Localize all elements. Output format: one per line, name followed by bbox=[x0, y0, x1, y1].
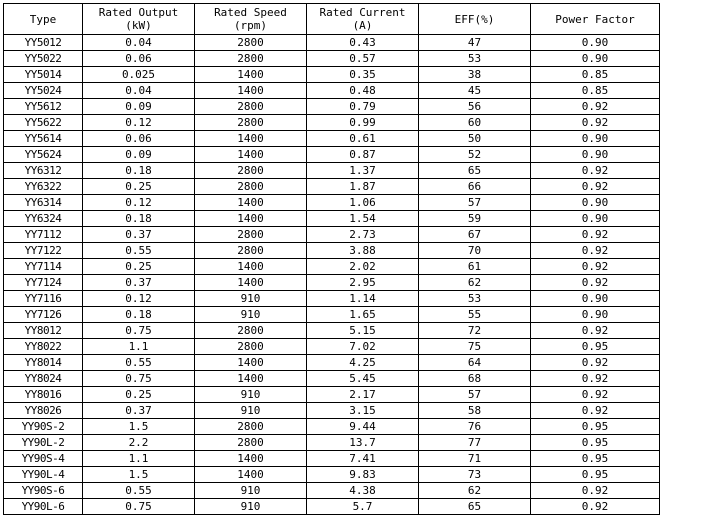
cell-power-factor: 0.90 bbox=[531, 195, 660, 211]
cell-eff: 58 bbox=[419, 403, 531, 419]
cell-rated-output: 0.25 bbox=[83, 259, 195, 275]
cell-rated-speed: 1400 bbox=[195, 371, 307, 387]
cell-type: YY7122 bbox=[4, 243, 83, 259]
cell-rated-output: 0.04 bbox=[83, 83, 195, 99]
cell-rated-output: 0.12 bbox=[83, 195, 195, 211]
cell-rated-current: 2.95 bbox=[307, 275, 419, 291]
cell-rated-current: 0.79 bbox=[307, 99, 419, 115]
cell-power-factor: 0.90 bbox=[531, 147, 660, 163]
cell-power-factor: 0.90 bbox=[531, 291, 660, 307]
column-header-label: Rated Output bbox=[98, 6, 179, 19]
cell-rated-current: 0.35 bbox=[307, 67, 419, 83]
column-header-label: Power Factor bbox=[555, 12, 635, 26]
table-row bbox=[4, 403, 660, 419]
cell-power-factor: 0.90 bbox=[531, 131, 660, 147]
table-body bbox=[4, 35, 660, 515]
cell-rated-output: 1.1 bbox=[83, 451, 195, 467]
cell-type: YY5012 bbox=[4, 35, 83, 51]
cell-rated-speed: 1400 bbox=[195, 467, 307, 483]
cell-rated-output: 0.25 bbox=[83, 387, 195, 403]
cell-rated-output: 0.55 bbox=[83, 243, 195, 259]
cell-eff: 53 bbox=[419, 291, 531, 307]
cell-rated-output: 0.55 bbox=[83, 355, 195, 371]
cell-power-factor: 0.90 bbox=[531, 307, 660, 323]
cell-type: YY5624 bbox=[4, 147, 83, 163]
cell-rated-output: 0.025 bbox=[83, 67, 195, 83]
cell-rated-speed: 1400 bbox=[195, 259, 307, 275]
cell-rated-speed: 1400 bbox=[195, 147, 307, 163]
table-row bbox=[4, 467, 660, 483]
cell-power-factor: 0.92 bbox=[531, 275, 660, 291]
cell-rated-speed: 910 bbox=[195, 307, 307, 323]
cell-rated-current: 0.99 bbox=[307, 115, 419, 131]
column-header-unit: (rpm) bbox=[233, 19, 268, 32]
cell-type: YY7116 bbox=[4, 291, 83, 307]
cell-eff: 38 bbox=[419, 67, 531, 83]
table-row bbox=[4, 307, 660, 323]
cell-rated-output: 0.37 bbox=[83, 403, 195, 419]
table-row bbox=[4, 147, 660, 163]
cell-type: YY8014 bbox=[4, 355, 83, 371]
cell-eff: 71 bbox=[419, 451, 531, 467]
cell-power-factor: 0.92 bbox=[531, 387, 660, 403]
cell-rated-speed: 910 bbox=[195, 499, 307, 515]
cell-type: YY5014 bbox=[4, 67, 83, 83]
cell-rated-current: 1.87 bbox=[307, 179, 419, 195]
table-row bbox=[4, 35, 660, 51]
cell-rated-output: 0.25 bbox=[83, 179, 195, 195]
column-header-unit: (kW) bbox=[125, 19, 152, 32]
cell-power-factor: 0.92 bbox=[531, 323, 660, 339]
cell-rated-current: 4.38 bbox=[307, 483, 419, 499]
column-header-unit: (A) bbox=[352, 19, 373, 32]
cell-rated-output: 2.2 bbox=[83, 435, 195, 451]
cell-type: YY90S-4 bbox=[4, 451, 83, 467]
table-row bbox=[4, 211, 660, 227]
cell-rated-output: 0.55 bbox=[83, 483, 195, 499]
cell-type: YY7112 bbox=[4, 227, 83, 243]
cell-eff: 57 bbox=[419, 387, 531, 403]
cell-power-factor: 0.92 bbox=[531, 179, 660, 195]
cell-rated-speed: 2800 bbox=[195, 339, 307, 355]
cell-eff: 72 bbox=[419, 323, 531, 339]
column-header-label: Type bbox=[29, 12, 57, 26]
cell-rated-output: 0.37 bbox=[83, 275, 195, 291]
cell-power-factor: 0.92 bbox=[531, 243, 660, 259]
cell-power-factor: 0.85 bbox=[531, 83, 660, 99]
cell-rated-speed: 910 bbox=[195, 387, 307, 403]
cell-type: YY90L-6 bbox=[4, 499, 83, 515]
cell-rated-output: 0.75 bbox=[83, 371, 195, 387]
cell-rated-speed: 1400 bbox=[195, 67, 307, 83]
cell-rated-speed: 2800 bbox=[195, 323, 307, 339]
cell-rated-output: 0.75 bbox=[83, 323, 195, 339]
table-row bbox=[4, 179, 660, 195]
cell-eff: 65 bbox=[419, 163, 531, 179]
cell-power-factor: 0.95 bbox=[531, 419, 660, 435]
cell-rated-output: 0.12 bbox=[83, 115, 195, 131]
cell-type: YY6314 bbox=[4, 195, 83, 211]
cell-rated-output: 0.75 bbox=[83, 499, 195, 515]
cell-type: YY7126 bbox=[4, 307, 83, 323]
cell-rated-current: 1.14 bbox=[307, 291, 419, 307]
column-header-eff bbox=[419, 4, 531, 35]
cell-rated-current: 5.15 bbox=[307, 323, 419, 339]
cell-type: YY8026 bbox=[4, 403, 83, 419]
cell-power-factor: 0.92 bbox=[531, 115, 660, 131]
cell-rated-current: 2.73 bbox=[307, 227, 419, 243]
cell-power-factor: 0.92 bbox=[531, 483, 660, 499]
cell-rated-output: 0.18 bbox=[83, 163, 195, 179]
cell-rated-speed: 1400 bbox=[195, 451, 307, 467]
cell-eff: 77 bbox=[419, 435, 531, 451]
cell-type: YY6322 bbox=[4, 179, 83, 195]
cell-power-factor: 0.92 bbox=[531, 499, 660, 515]
column-header-rated-current bbox=[307, 4, 419, 35]
cell-rated-speed: 1400 bbox=[195, 355, 307, 371]
cell-rated-current: 5.7 bbox=[307, 499, 419, 515]
cell-eff: 45 bbox=[419, 83, 531, 99]
cell-eff: 75 bbox=[419, 339, 531, 355]
table-row bbox=[4, 483, 660, 499]
table-row bbox=[4, 339, 660, 355]
cell-rated-speed: 910 bbox=[195, 483, 307, 499]
cell-eff: 73 bbox=[419, 467, 531, 483]
cell-eff: 47 bbox=[419, 35, 531, 51]
cell-rated-current: 2.02 bbox=[307, 259, 419, 275]
cell-power-factor: 0.90 bbox=[531, 35, 660, 51]
cell-rated-current: 7.41 bbox=[307, 451, 419, 467]
cell-power-factor: 0.92 bbox=[531, 259, 660, 275]
cell-rated-speed: 2800 bbox=[195, 35, 307, 51]
cell-type: YY90L-2 bbox=[4, 435, 83, 451]
cell-rated-output: 0.18 bbox=[83, 211, 195, 227]
header-row bbox=[4, 4, 660, 35]
cell-rated-current: 5.45 bbox=[307, 371, 419, 387]
cell-type: YY5614 bbox=[4, 131, 83, 147]
cell-type: YY8022 bbox=[4, 339, 83, 355]
table-row bbox=[4, 323, 660, 339]
cell-eff: 67 bbox=[419, 227, 531, 243]
cell-eff: 62 bbox=[419, 483, 531, 499]
cell-rated-output: 0.04 bbox=[83, 35, 195, 51]
cell-rated-speed: 2800 bbox=[195, 99, 307, 115]
cell-power-factor: 0.95 bbox=[531, 467, 660, 483]
column-header-label: EFF(%) bbox=[454, 12, 495, 26]
table-row bbox=[4, 419, 660, 435]
cell-eff: 57 bbox=[419, 195, 531, 211]
table-row bbox=[4, 451, 660, 467]
cell-rated-current: 9.44 bbox=[307, 419, 419, 435]
cell-type: YY7114 bbox=[4, 259, 83, 275]
cell-type: YY5612 bbox=[4, 99, 83, 115]
cell-rated-current: 9.83 bbox=[307, 467, 419, 483]
table-row bbox=[4, 99, 660, 115]
cell-rated-output: 1.5 bbox=[83, 467, 195, 483]
cell-type: YY6324 bbox=[4, 211, 83, 227]
table-row bbox=[4, 499, 660, 515]
cell-rated-speed: 2800 bbox=[195, 419, 307, 435]
cell-rated-speed: 2800 bbox=[195, 227, 307, 243]
cell-power-factor: 0.95 bbox=[531, 451, 660, 467]
cell-rated-output: 0.06 bbox=[83, 51, 195, 67]
cell-power-factor: 0.92 bbox=[531, 355, 660, 371]
cell-rated-current: 13.7 bbox=[307, 435, 419, 451]
table-row bbox=[4, 163, 660, 179]
cell-eff: 55 bbox=[419, 307, 531, 323]
table-row bbox=[4, 83, 660, 99]
cell-power-factor: 0.90 bbox=[531, 51, 660, 67]
cell-eff: 53 bbox=[419, 51, 531, 67]
cell-power-factor: 0.92 bbox=[531, 403, 660, 419]
cell-rated-current: 1.37 bbox=[307, 163, 419, 179]
cell-rated-speed: 1400 bbox=[195, 195, 307, 211]
cell-rated-current: 0.57 bbox=[307, 51, 419, 67]
table-row bbox=[4, 243, 660, 259]
column-header-label: Rated Current bbox=[319, 6, 406, 19]
cell-rated-output: 1.5 bbox=[83, 419, 195, 435]
cell-power-factor: 0.85 bbox=[531, 67, 660, 83]
table-row bbox=[4, 115, 660, 131]
cell-eff: 70 bbox=[419, 243, 531, 259]
cell-type: YY8024 bbox=[4, 371, 83, 387]
cell-rated-output: 0.09 bbox=[83, 99, 195, 115]
cell-eff: 60 bbox=[419, 115, 531, 131]
column-header-power-factor bbox=[531, 4, 660, 35]
cell-type: YY7124 bbox=[4, 275, 83, 291]
cell-power-factor: 0.92 bbox=[531, 99, 660, 115]
cell-rated-output: 0.18 bbox=[83, 307, 195, 323]
cell-power-factor: 0.90 bbox=[531, 211, 660, 227]
table-row bbox=[4, 131, 660, 147]
table-row bbox=[4, 371, 660, 387]
column-header-rated-speed bbox=[195, 4, 307, 35]
cell-type: YY5022 bbox=[4, 51, 83, 67]
cell-rated-output: 0.06 bbox=[83, 131, 195, 147]
cell-rated-current: 2.17 bbox=[307, 387, 419, 403]
cell-rated-speed: 2800 bbox=[195, 51, 307, 67]
cell-rated-speed: 910 bbox=[195, 291, 307, 307]
cell-power-factor: 0.95 bbox=[531, 339, 660, 355]
cell-rated-output: 0.09 bbox=[83, 147, 195, 163]
table-row bbox=[4, 387, 660, 403]
table-row bbox=[4, 227, 660, 243]
cell-type: YY90S-2 bbox=[4, 419, 83, 435]
cell-rated-speed: 1400 bbox=[195, 131, 307, 147]
cell-rated-speed: 1400 bbox=[195, 275, 307, 291]
cell-rated-current: 0.87 bbox=[307, 147, 419, 163]
cell-rated-current: 3.15 bbox=[307, 403, 419, 419]
cell-rated-output: 1.1 bbox=[83, 339, 195, 355]
cell-rated-speed: 2800 bbox=[195, 243, 307, 259]
cell-eff: 52 bbox=[419, 147, 531, 163]
cell-eff: 61 bbox=[419, 259, 531, 275]
cell-rated-output: 0.37 bbox=[83, 227, 195, 243]
cell-type: YY90L-4 bbox=[4, 467, 83, 483]
cell-rated-current: 7.02 bbox=[307, 339, 419, 355]
cell-rated-output: 0.12 bbox=[83, 291, 195, 307]
column-header-type bbox=[4, 4, 83, 35]
table-header bbox=[4, 4, 660, 35]
cell-rated-speed: 1400 bbox=[195, 83, 307, 99]
cell-rated-speed: 910 bbox=[195, 403, 307, 419]
column-header-label: Rated Speed bbox=[214, 6, 287, 19]
cell-eff: 76 bbox=[419, 419, 531, 435]
cell-rated-speed: 1400 bbox=[195, 211, 307, 227]
cell-rated-current: 4.25 bbox=[307, 355, 419, 371]
cell-rated-speed: 2800 bbox=[195, 179, 307, 195]
cell-rated-current: 0.48 bbox=[307, 83, 419, 99]
cell-rated-current: 1.54 bbox=[307, 211, 419, 227]
table-row bbox=[4, 259, 660, 275]
cell-rated-current: 1.06 bbox=[307, 195, 419, 211]
table-row bbox=[4, 67, 660, 83]
table-row bbox=[4, 291, 660, 307]
cell-type: YY8016 bbox=[4, 387, 83, 403]
table-row bbox=[4, 275, 660, 291]
cell-power-factor: 0.95 bbox=[531, 435, 660, 451]
cell-type: YY5622 bbox=[4, 115, 83, 131]
cell-eff: 65 bbox=[419, 499, 531, 515]
cell-eff: 59 bbox=[419, 211, 531, 227]
cell-eff: 50 bbox=[419, 131, 531, 147]
cell-type: YY6312 bbox=[4, 163, 83, 179]
cell-type: YY8012 bbox=[4, 323, 83, 339]
cell-rated-speed: 2800 bbox=[195, 435, 307, 451]
cell-eff: 62 bbox=[419, 275, 531, 291]
table-row bbox=[4, 195, 660, 211]
cell-rated-current: 1.65 bbox=[307, 307, 419, 323]
column-header-rated-output bbox=[83, 4, 195, 35]
cell-power-factor: 0.92 bbox=[531, 371, 660, 387]
cell-eff: 66 bbox=[419, 179, 531, 195]
cell-eff: 68 bbox=[419, 371, 531, 387]
motor-spec-table bbox=[3, 3, 660, 515]
cell-rated-speed: 2800 bbox=[195, 163, 307, 179]
cell-type: YY5024 bbox=[4, 83, 83, 99]
cell-power-factor: 0.92 bbox=[531, 163, 660, 179]
table-row bbox=[4, 51, 660, 67]
cell-power-factor: 0.92 bbox=[531, 227, 660, 243]
table-row bbox=[4, 435, 660, 451]
cell-type: YY90S-6 bbox=[4, 483, 83, 499]
cell-eff: 64 bbox=[419, 355, 531, 371]
table-row bbox=[4, 355, 660, 371]
cell-rated-current: 3.88 bbox=[307, 243, 419, 259]
cell-eff: 56 bbox=[419, 99, 531, 115]
cell-rated-current: 0.61 bbox=[307, 131, 419, 147]
cell-rated-current: 0.43 bbox=[307, 35, 419, 51]
cell-rated-speed: 2800 bbox=[195, 115, 307, 131]
